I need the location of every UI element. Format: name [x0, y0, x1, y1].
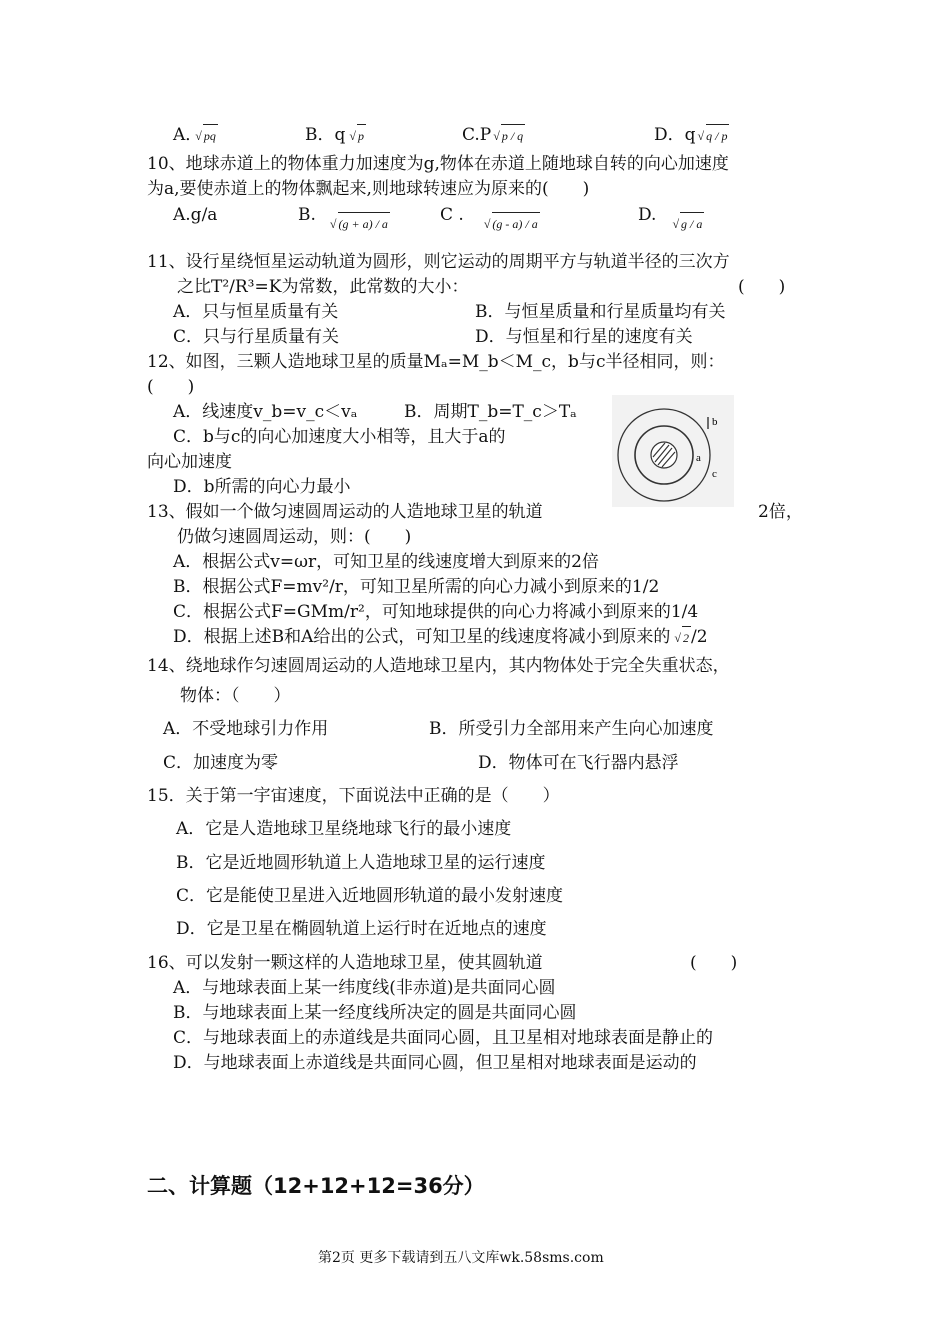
q11-option-d: D．与恒星和行星的速度有关	[475, 327, 693, 347]
q16-option-b: B．与地球表面上某一经度线所决定的圆是共面同心圆	[173, 1003, 577, 1023]
label-a: a	[696, 452, 701, 464]
q13-stem-line2: 仍做匀速圆周运动，则：( )	[177, 527, 412, 547]
q14-option-b: B．所受引力全部用来产生向心加速度	[429, 719, 714, 739]
q14-option-c: C．加速度为零	[163, 753, 279, 773]
q15-option-c: C．它是能使卫星进入近地圆形轨道的最小发射速度	[176, 886, 564, 906]
q13-option-a: A．根据公式v=ωr，可知卫星的线速度增大到原来的2倍	[173, 552, 599, 572]
q12-stem: 12、如图，三颗人造地球卫星的质量Mₐ=M_b＜M_c，b与c半径相同，则：	[147, 352, 725, 372]
q12-option-c: C．b与c的向心加速度大小相等，且大于a的	[173, 427, 506, 447]
q10-option-a: A.g/a	[173, 205, 218, 225]
q9-option-d: D．q√ q / p	[654, 124, 729, 147]
q14-stem-line2: 物体：（ ）	[180, 686, 291, 706]
q13-option-d: D．根据上述B和A给出的公式，可知卫星的线速度将减小到原来的√ 2 /2	[173, 626, 708, 649]
q16-stem: 16、可以发射一颗这样的人造地球卫星，使其圆轨道	[147, 953, 543, 973]
q16-option-a: A．与地球表面上某一纬度线(非赤道)是共面同心圆	[173, 978, 556, 998]
q9-option-c: C.P√ p / q	[462, 124, 525, 147]
q14-option-a: A．不受地球引力作用	[163, 719, 329, 739]
q11-option-b: B．与恒星质量和行星质量均有关	[475, 302, 726, 322]
q16-option-c: C．与地球表面上的赤道线是共面同心圆，且卫星相对地球表面是静止的	[173, 1028, 714, 1048]
q11-option-a: A．只与恒星质量有关	[173, 302, 339, 322]
q11-answer-paren: ( )	[738, 277, 786, 297]
page-footer: 第2页 更多下载请到五八文库wk.58sms.com	[318, 1250, 604, 1266]
section-2-heading: 二、计算题（12+12+12=36分）	[147, 1174, 485, 1198]
sqrt-symbol: √ pq	[203, 124, 218, 147]
q10-stem-line2: 为a,要使赤道上的物体飘起来,则地球转速应为原来的( )	[147, 179, 590, 199]
q11-stem-line2: 之比T²/R³=K为常数，此常数的大小：	[177, 277, 469, 297]
q15-option-b: B．它是近地圆形轨道上人造地球卫星的运行速度	[176, 853, 546, 873]
q10-option-c: C .√ (g - a) / a	[440, 204, 540, 227]
q12-answer-paren: ( )	[147, 377, 195, 397]
q13-option-c: C．根据公式F=GMm/r²，可知地球提供的向心力将减小到原来的1/4	[173, 602, 699, 622]
q13-stem-line1-end: 2倍，	[758, 502, 803, 522]
q12-option-c-cont: 向心加速度	[147, 452, 232, 472]
q12-option-b: B．周期T_b=T_c＞Tₐ	[404, 402, 577, 422]
q15-option-d: D．它是卫星在椭圆轨道上运行时在近地点的速度	[176, 919, 547, 939]
label-b: b	[712, 416, 718, 428]
q16-answer-paren: ( )	[690, 953, 738, 973]
q10-option-d: D.√ g / a	[638, 204, 704, 227]
q13-stem-line1: 13、假如一个做匀速圆周运动的人造地球卫星的轨道	[147, 502, 543, 522]
q12-option-a: A．线速度v_b=v_c＜vₐ	[173, 402, 358, 422]
q15-option-a: A．它是人造地球卫星绕地球飞行的最小速度	[176, 819, 512, 839]
q16-option-d: D．与地球表面上赤道线是共面同心圆，但卫星相对地球表面是运动的	[173, 1053, 697, 1073]
q10-stem-line1: 10、地球赤道上的物体重力加速度为g,物体在赤道上随地球自转的向心加速度	[147, 154, 729, 174]
q14-stem-line1: 14、绕地球作匀速圆周运动的人造地球卫星内，其内物体处于完全失重状态，	[147, 656, 730, 676]
satellite-orbits-figure	[612, 395, 734, 507]
label-c: c	[712, 468, 717, 480]
q15-stem: 15．关于第一宇宙速度，下面说法中正确的是（ ）	[147, 786, 560, 806]
orbit-diagram	[612, 395, 734, 507]
q11-option-c: C．只与行星质量有关	[173, 327, 340, 347]
q11-stem-line1: 11、设行星绕恒星运动轨道为圆形，则它运动的周期平方与轨道半径的三次方	[147, 252, 730, 272]
q9-option-a: A．√ pq	[173, 124, 218, 147]
q13-option-b: B．根据公式F=mv²/r，可知卫星所需的向心力减小到原来的1/2	[173, 577, 660, 597]
q10-option-b: B.√ (g + a) / a	[298, 204, 390, 227]
q9-option-b: B．q√ p	[305, 124, 366, 147]
q12-option-d: D．b所需的向心力最小	[173, 477, 351, 497]
q14-option-d: D．物体可在飞行器内悬浮	[478, 753, 679, 773]
